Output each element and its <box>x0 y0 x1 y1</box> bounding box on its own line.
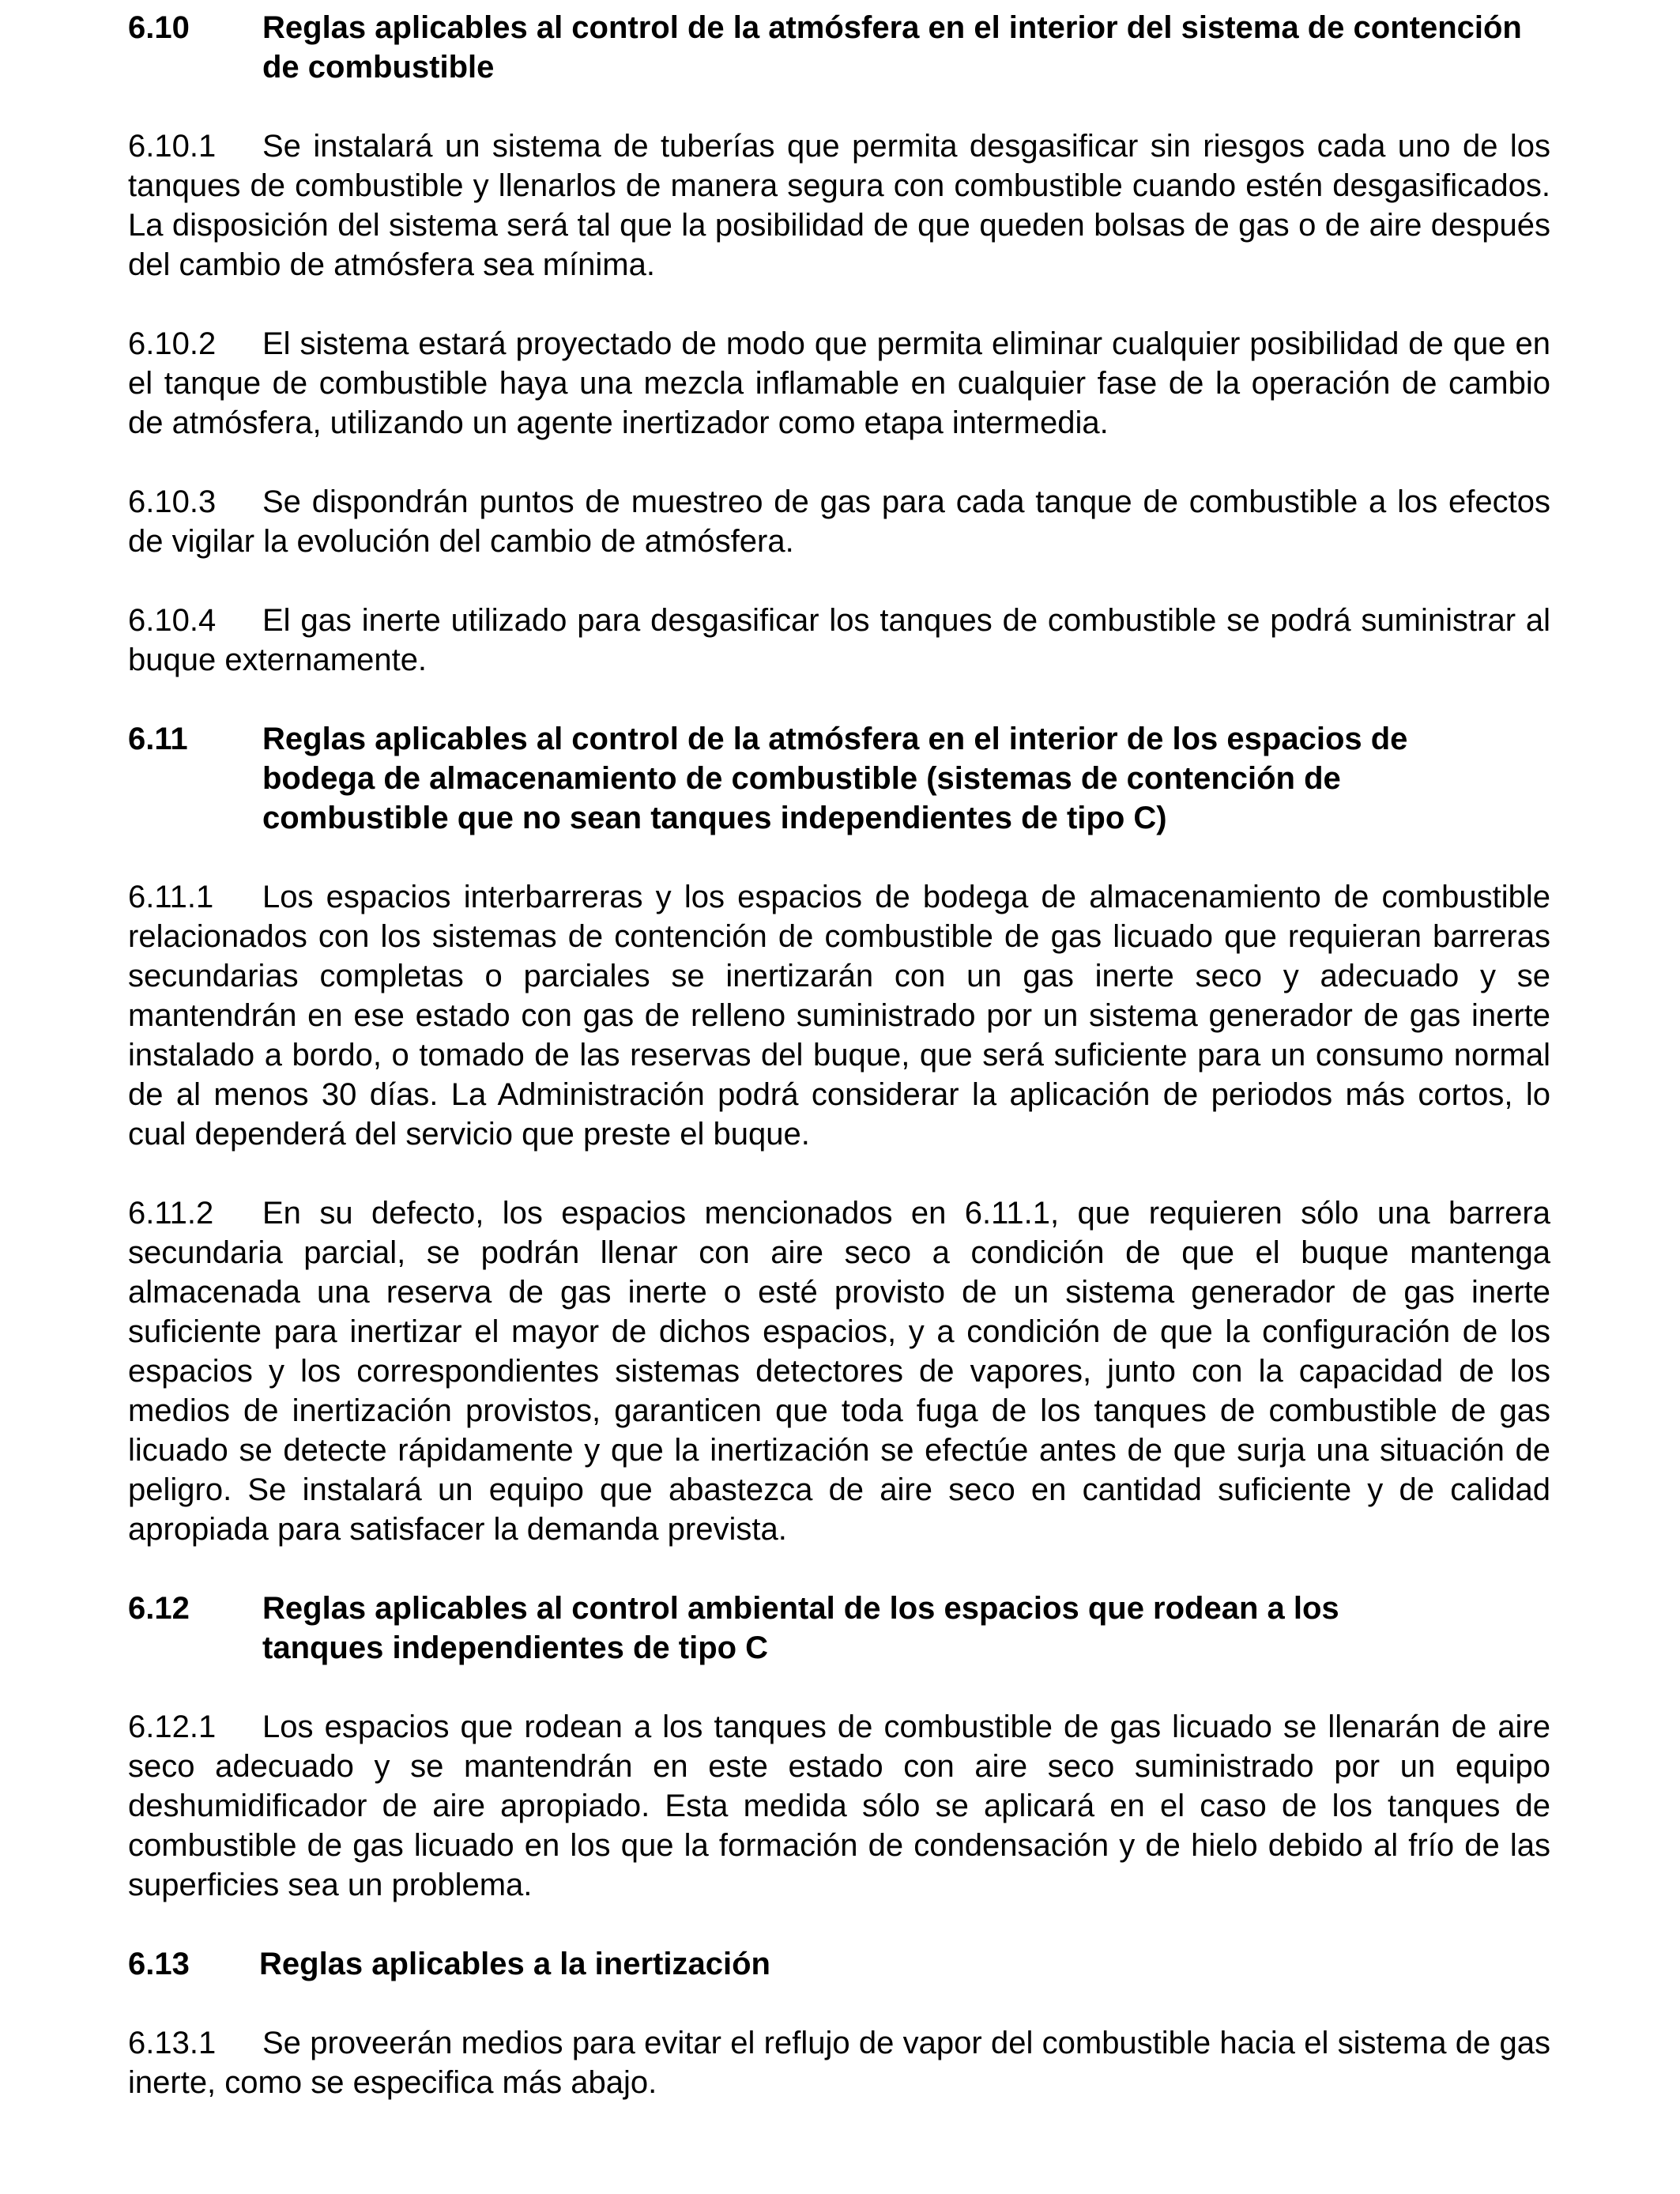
paragraph-number: 6.11.2 <box>128 1196 214 1231</box>
paragraph-text: Se dispondrán puntos de muestreo de gas para cada tanque de combustible a los efectos de vigilar la evolución del cambio de atmósfera. <box>128 484 1550 559</box>
paragraph-number: 6.10.3 <box>128 484 217 519</box>
section-number: 6.13 <box>128 1947 190 1981</box>
paragraph-number: 6.10.4 <box>128 603 217 638</box>
paragraph-6-10-2 <box>128 324 1550 443</box>
paragraph-text: Se proveerán medios para evitar el reflujo de vapor del combustible hacia el sistema de gas inerte, como se especifica más abajo. <box>128 2026 1550 2100</box>
paragraph-text: Se instalará un sistema de tuberías que permita desgasificar sin riesgos cada uno de los tanques de combustible y llenarlos de manera segura con combustible cuando estén desgasificados. La disposición del sistema será tal que la posibilidad de que queden bolsas de gas o de aire después del cambio de atmósfera sea mínima. <box>128 129 1550 282</box>
paragraph-6-11-2 <box>128 1193 1550 1549</box>
section-heading-6-12 <box>128 1589 1550 1668</box>
section-number: 6.12 <box>128 1591 190 1626</box>
section-title: Reglas aplicables al control ambiental de los espacios que rodean a los tanques independientes de tipo C <box>262 1591 1339 1665</box>
paragraph-number: 6.12.1 <box>128 1710 217 1744</box>
paragraph-text: El sistema estará proyectado de modo que permita eliminar cualquier posibilidad de que en el tanque de combustible haya una mezcla inflamable en cualquier fase de la operación de cambio de atmósfera, utilizando un agente inertizador como etapa intermedia. <box>128 326 1550 440</box>
section-title: Reglas aplicables al control de la atmósfera en el interior del sistema de contención de combustible <box>262 10 1522 85</box>
section-title: Reglas aplicables al control de la atmósfera en el interior de los espacios de bodega de almacenamiento de combustible (sistemas de contención de combustible que no sean tanques independientes de tipo C) <box>262 722 1408 835</box>
section-heading-6-10 <box>128 8 1550 87</box>
paragraph-number: 6.11.1 <box>128 880 214 914</box>
document-page <box>128 8 1550 2102</box>
paragraph-number: 6.13.1 <box>128 2026 217 2060</box>
paragraph-6-12-1 <box>128 1707 1550 1905</box>
paragraph-text: En su defecto, los espacios mencionados en 6.11.1, que requieren sólo una barrera secundaria parcial, se podrán llenar con aire seco a condición de que el buque mantenga almacenada una reserva de gas inerte o esté provisto de un sistema generador de gas inerte suficiente para inertizar el mayor de dichos espacios, y a condición de que la configuración de los espacios y los correspondientes sistemas detectores de vapores, junto con la capacidad de los medios de inertización provistos, garanticen que toda fuga de los tanques de combustible de gas licuado se detecte rápidamente y que la inertización se efectúe antes de que surja una situación de peligro. Se instalará un equipo que abastezca de aire seco en cantidad suficiente y de calidad apropiada para satisfacer la demanda prevista. <box>128 1196 1550 1547</box>
section-number: 6.10 <box>128 10 190 45</box>
paragraph-number: 6.10.2 <box>128 326 217 361</box>
paragraph-text: El gas inerte utilizado para desgasificar los tanques de combustible se podrá suministrar al buque externamente. <box>128 603 1550 677</box>
section-heading-6-13 <box>128 1944 1550 1984</box>
paragraph-6-13-1 <box>128 2023 1550 2102</box>
paragraph-number: 6.10.1 <box>128 129 217 164</box>
paragraph-6-11-1 <box>128 877 1550 1154</box>
section-title: Reglas aplicables a la inertización <box>259 1947 770 1981</box>
paragraph-text: Los espacios que rodean a los tanques de combustible de gas licuado se llenarán de aire seco adecuado y se mantendrán en este estado con aire seco suministrado por un equipo deshumidificador de aire apropiado. Esta medida sólo se aplicará en el caso de los tanques de combustible de gas licuado en los que la formación de condensación y de hielo debido al frío de las superficies sea un problema. <box>128 1710 1550 1902</box>
paragraph-6-10-4 <box>128 601 1550 680</box>
paragraph-6-10-1 <box>128 126 1550 285</box>
section-heading-6-11 <box>128 719 1550 838</box>
paragraph-6-10-3 <box>128 482 1550 561</box>
paragraph-text: Los espacios interbarreras y los espacios de bodega de almacenamiento de combustible relacionados con los sistemas de contención de combustible de gas licuado que requieran barreras secundarias completas o parciales se inertizarán con un gas inerte seco y adecuado y se mantendrán en ese estado con gas de relleno suministrado por un sistema generador de gas inerte instalado a bordo, o tomado de las reservas del buque, que será suficiente para un consumo normal de al menos 30 días. La Administración podrá considerar la aplicación de periodos más cortos, lo cual dependerá del servicio que preste el buque. <box>128 880 1550 1152</box>
section-number: 6.11 <box>128 722 188 756</box>
